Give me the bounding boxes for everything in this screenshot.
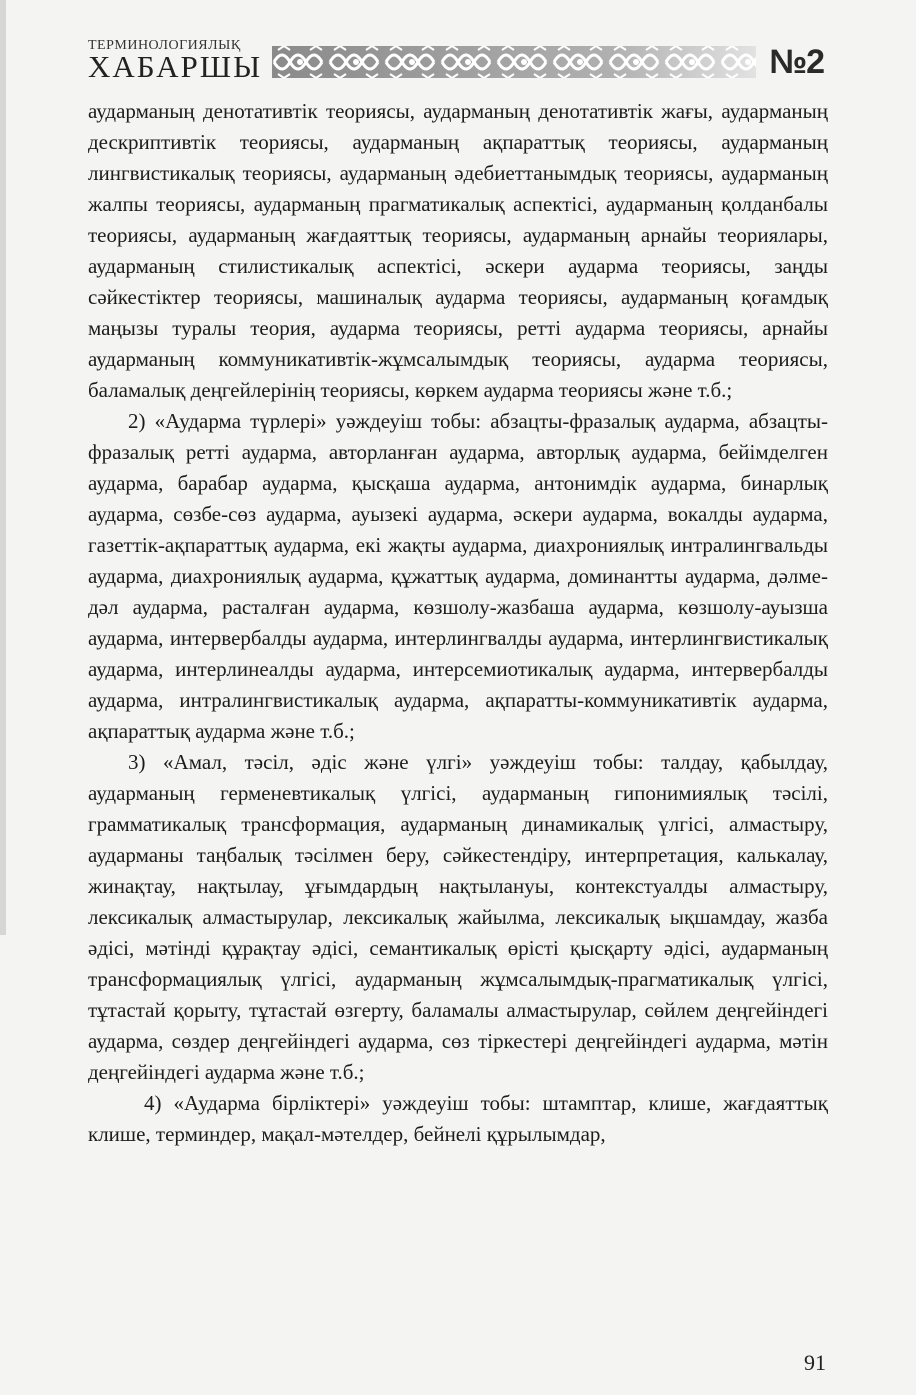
paragraph-item-2: 2) «Аударма түрлері» уәждеуіш тобы: абзацты-фразалық аударма, абзацты-фразалық ретті аударма, авторланған аударма, авторлық аударма, бейімделген аударма, барабар аударма, қысқаша аударма, антонимдік аударма, бинарлық аударма, сөзбе-сөз аударма, ауызекі аударма, әскери аударма, вокалды аударма, газеттік-ақпараттық аударма, екі жақты аударма, диахрониялық интралингвальды аударма, диахрониялық аударма, құжаттық аударма, доминантты аударма, дәлме-дәл аударма, расталған аударма, көзшолу-жазбаша аударма, көзшолу-ауызша аударма, интервербалды аударма, интерлингвалды аударма, интерлингвистикалық аударма, интерлинеалды аударма, интерсемиотикалық аударма, интервербалды аударма, интралингвистикалық аударма, ақпаратты-коммуникативтік аударма, ақпараттық аударма және т.б.; — [88, 409, 828, 743]
running-header — [88, 38, 828, 88]
paragraph-item-4: 4) «Аударма бірліктері» уәждеуіш тобы: штамптар, клише, жағдаяттық клише, терминдер, мақал-мәтелдер, бейнелі құрылымдар, — [88, 1091, 828, 1146]
issue-number: №2 — [769, 43, 824, 81]
paragraph-item-3: 3) «Амал, тәсіл, әдіс және үлгі» уәждеуіш тобы: талдау, қабылдау, аударманың герменевтикалық үлгісі, аударманың гипонимиялық тәсілі, грамматикалық трансформация, аударманың динамикалық үлгісі, алмастыру, аударманы таңбалық тәсілмен беру, сәйкестендіру, интерпретация, калькалау, жинақтау, нақтылау, ұғымдардың нақтылануы, контекстуалды алмастыру, лексикалық алмастырулар, лексикалық жайылма, лексикалық ықшамдау, жазба әдісі, мәтінді құрақтау әдісі, семантикалық өрісті қысқарту әдісі, аударманың трансформациялық үлгісі, аударманың жұмсалымдық-прагматикалық үлгісі, тұтастай қорыту, тұтастай өзгерту, баламалы алмастырулар, сөйлем деңгейіндегі аударма, сөздер деңгейіндегі аударма, сөз тіркестері деңгейіндегі аударма, мәтін деңгейіндегі аударма және т.б.; — [88, 750, 828, 1084]
ornament-band — [272, 44, 756, 80]
body-text — [88, 96, 828, 1150]
page-number: 91 — [804, 1350, 826, 1375]
journal-title-line2: ХАБАРШЫ — [88, 49, 263, 84]
paragraph-continued: аударманың денотативтік теориясы, аударманың денотативтік жағы, аударманың дескриптивтік теориясы, аударманың ақпараттық теориясы, аударманың лингвистикалық теориясы, аударманың әдебиеттанымдық теориясы, аударманың жалпы теориясы, аударманың прагматикалық аспектісі, аударманың қолданбалы теориясы, аударманың жағдаяттық теориясы, аударманың арнайы теориялары, аударманың стилистикалық аспектісі, әскери аударма теориясы, заңды сәйкестіктер теориясы, машиналық аударма теориясы, аударманың қоғамдық маңызы туралы теория, аударма теориясы, ретті аударма теориясы, арнайы аударманың коммуникативтік-жұмсалымдық теориясы, аударма теориясы, баламалық деңгейлерінің теориясы, көркем аударма теориясы және т.б.; — [88, 99, 828, 402]
scan-edge-shadow — [0, 0, 6, 935]
journal-title-line1: ТЕРМИНОЛОГИЯЛЫҚ — [88, 38, 241, 53]
